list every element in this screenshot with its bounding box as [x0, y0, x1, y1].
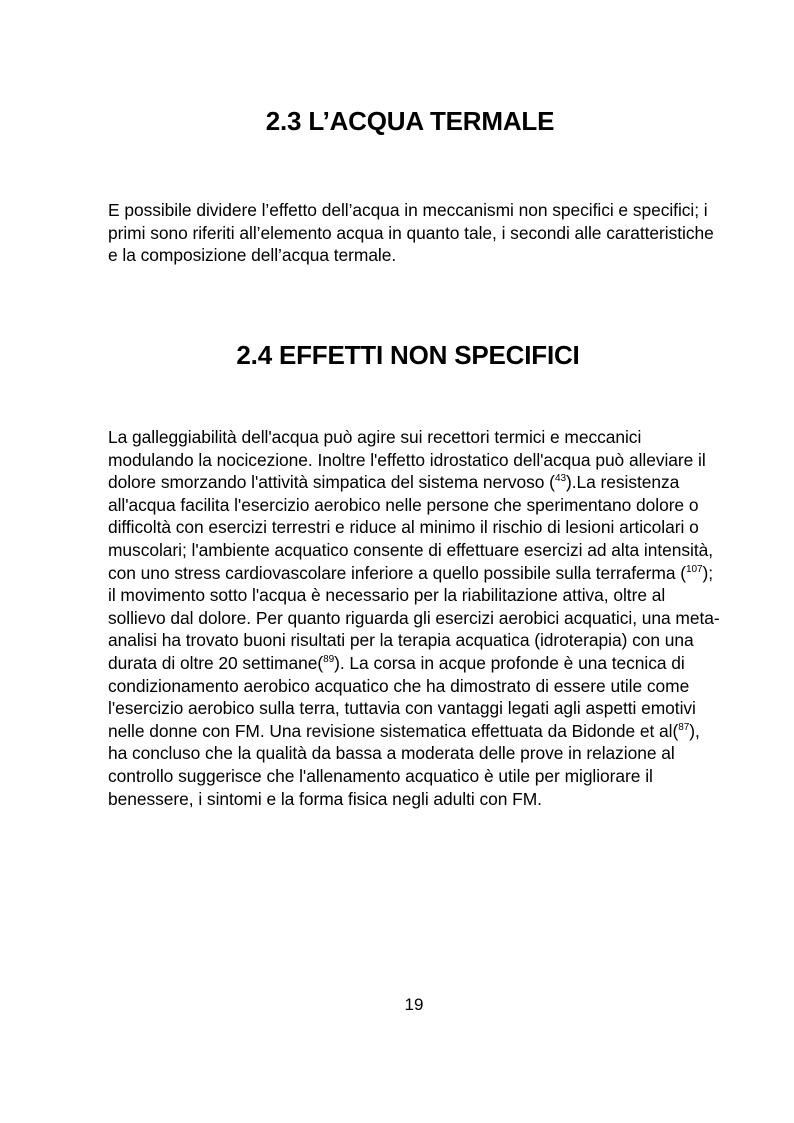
- text-segment: ).La resistenza all'acqua facilita l'esercizio aerobico nelle persone che sperimentano dolore o difficoltà con esercizi terrestri e riduce al minimo il rischio di lesioni articolari o muscolari; l'ambiente acquatico consente di effettuare esercizi ad alta intensità, con uno stress cardiovascolare inferiore a quello possibile sulla terraferma (: [108, 472, 714, 583]
- paragraph-effetti-non-specifici: [108, 426, 720, 810]
- text-segment: La galleggiabilità dell'acqua può agire sui recettori termici e meccanici modulando la nocicezione. Inoltre l'effetto idrostatico dell'acqua può alleviare il dolore smorzando l'attività simpatica del sistema nervoso (: [108, 427, 706, 493]
- text-segment: ), ha concluso che la qualità da bassa a moderata delle prove in relazione al controllo suggerisce che l'allenamento acquatico è utile per migliorare il benessere, i sintomi e la forma fisica negli adulti con FM.: [108, 720, 700, 809]
- citation-superscript: 107: [686, 563, 703, 575]
- citation-superscript: 89: [323, 653, 335, 665]
- citation-superscript: 87: [678, 721, 690, 733]
- paragraph-acqua-termale: E possibile dividere l’effetto dell’acqua in meccanismi non specifici e specifici; i primi sono riferiti all’elemento acqua in quanto tale, i secondi alle caratteristiche e la composizione dell’acqua termale.: [108, 200, 714, 266]
- section-heading-2-3: 2.3 L’ACQUA TERMALE: [265, 106, 555, 136]
- section-heading-2-4: 2.4 EFFETTI NON SPECIFICI: [236, 340, 580, 370]
- page-number: 19: [404, 995, 424, 1014]
- text-segment: ); il movimento sotto l'acqua è necessario per la riabilitazione attiva, oltre al sollievo dal dolore. Per quanto riguarda gli esercizi aerobici acquatici, una meta-analisi ha trovato buoni risultati per la terapia acquatica (idroterapia) con una durata di oltre 20 settimane(: [108, 562, 720, 673]
- citation-superscript: 43: [554, 473, 566, 485]
- text-segment: ). La corsa in acque profonde è una tecnica di condizionamento aerobico acquatico che ha dimostrato di essere utile come l'esercizio aerobico sulla terra, tuttavia con vantaggi legati agli aspetti emotivi nelle donne con FM. Una revisione sistematica effettuata da Bidonde et al(: [108, 652, 696, 741]
